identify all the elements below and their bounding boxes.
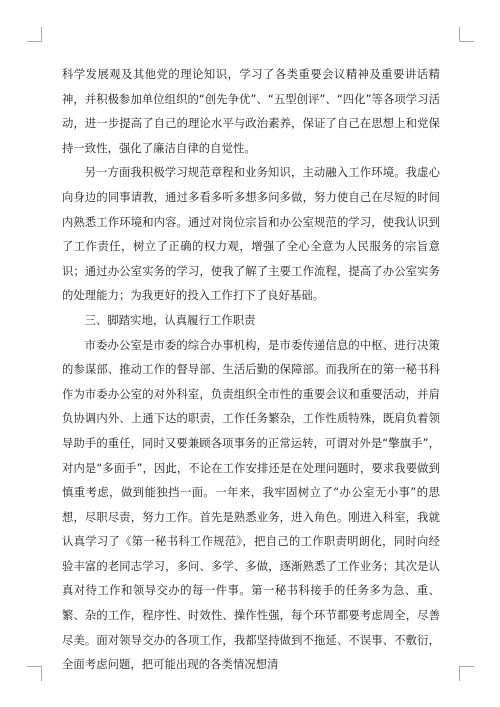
- text-line: 外科室，负责组织全市性的重要会议和重要活动，并肩负协调内外、上通下达的职责，: [62, 387, 440, 426]
- text-line: 室无小事”的思想，尽职尽责，努力工作。首先是熟悉业务，进入角色。刚进入科室，: [62, 486, 440, 524]
- paragraph: [62, 334, 440, 678]
- text-line: 科学发展观及其他党的理论知识，学习了各类重要会议精神及重要讲话精神，并积极: [62, 68, 440, 106]
- text-line: 领导交办的每一件事。第一秘书科接手的任务多为急、重、繁、杂的工作，程序性、: [62, 584, 440, 623]
- text-line: 我就认真学习了《第一秘书科工作规范》，把自己的工作职责明朗化，同时向经验丰: [62, 510, 440, 573]
- text-line: 理问题时，要求我要做到慎重考虑，做到能独挡一面。一年来，我牢固树立了“办公: [62, 461, 440, 500]
- text-line: 同事请教，通过多看多听多想多问多做，努力使自己在尽短的时间内熟悉工作环境和: [62, 190, 440, 229]
- text-line: 推动工作的督导部、生活后勤的保障部。而我所在的第一秘书科作为市委办公室的对: [62, 363, 440, 401]
- text-line: 正常运转，可谓对外是“擎旗手”，对内是“多面手”，因此，不论在工作安排还是在处: [62, 436, 440, 475]
- text-line: 另一方面我积极学习规范章程和业务知识，主动融入工作环境。我虚心向身边的: [62, 166, 440, 204]
- text-line: 富的老同志学习，多问、多学、多做，逐渐熟悉了工作业务；其次是认真对待工作和: [62, 559, 441, 598]
- text-line: 市委办公室是市委的综合办事机构，是市委传递信息的中枢、进行决策的参谋部、: [62, 338, 440, 377]
- crop-mark-bottom-right: [459, 666, 474, 681]
- paragraph: [62, 63, 440, 161]
- paragraph: [62, 161, 440, 309]
- text-line: 自觉性。: [210, 141, 256, 155]
- paragraph: [62, 309, 440, 334]
- text-line: 础。: [301, 289, 325, 303]
- crop-mark-bottom-left: [27, 666, 42, 681]
- text-line: 时效性、操作性强，每个环节都要考虑周全，尽善尽美。面对领导交办的各项工作，: [62, 609, 441, 647]
- text-line: 我都坚持做到不拖延、不误事、不敷衍，全面考虑问题，把可能出现的各类情况想清: [62, 633, 440, 672]
- document-body: [62, 63, 440, 678]
- text-line: 内容。通过对岗位宗旨和办公室规范的学习，使我认识到了工作责任，树立了正确的: [62, 215, 440, 254]
- text-line: 工作任务繁杂，工作性质特殊，既肩负着领导助手的重任，同时又要兼顾各项事务的: [62, 412, 440, 450]
- crop-mark-top-right: [459, 27, 474, 42]
- text-line: 权力观，增强了全心全意为人民服务的宗旨意识；通过办公室实务的学习，使我了解: [62, 240, 440, 278]
- text-line: 己的理论水平与政治素养，保证了自己在思想上和党保持一致性，强化了廉洁自律的: [62, 117, 440, 155]
- text-line: 了主要工作流程，提高了办公室实务的处理能力；为我更好的投入工作打下了良好基: [62, 264, 441, 303]
- text-line: 参加单位组织的“创先争优”、“五型创评”、“四化”等各项学习活动，进一步提高了自: [62, 92, 440, 131]
- crop-mark-top-left: [27, 27, 42, 42]
- text-line: 三、脚踏实地，认真履行工作职责: [84, 313, 256, 327]
